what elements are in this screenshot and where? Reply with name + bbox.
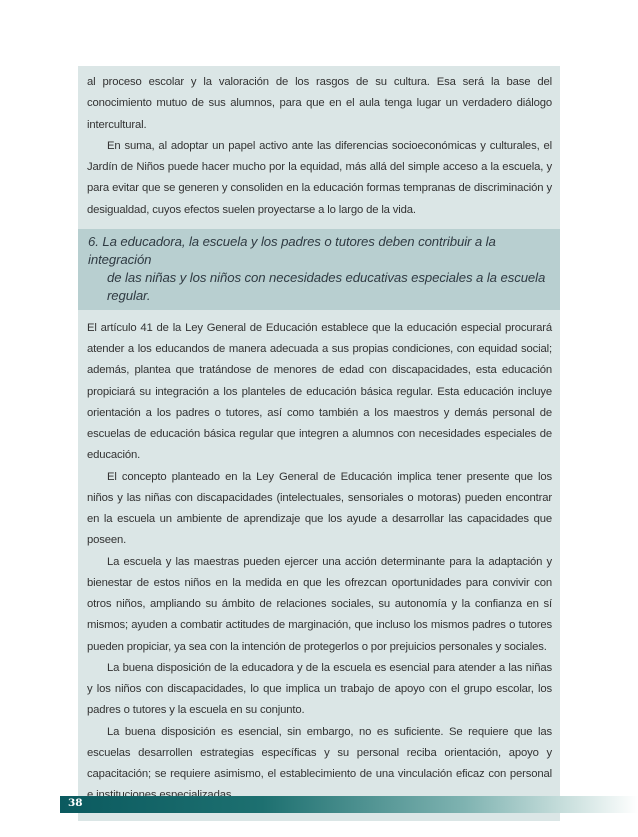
footer-bar xyxy=(60,796,638,813)
section-heading-line2: de las niñas y los niños con necesidades educativas especiales a la escuela regular. xyxy=(107,269,546,303)
section-heading-line1: 6. La educadora, la escuela y los padres o tutores deben contribuir a la integración xyxy=(88,233,496,267)
section-heading xyxy=(78,229,560,310)
paragraph: En suma, al adoptar un papel activo ante las diferencias socioeconómicas y culturales, el Jardín de Niños puede hacer mucho por la equidad, más allá del simple acceso a la escuela, y para evitar que se generen y consoliden en la educación formas tempranas de discriminación y desigualdad, cuyos efectos suelen proyectarse a lo largo de la vida. xyxy=(87,139,552,216)
page-number: 38 xyxy=(68,797,83,809)
section-body xyxy=(78,310,560,821)
paragraph: La buena disposición es esencial, sin embargo, no es suficiente. Se requiere que las escuelas desarrollen estrategias específicas y su personal reciba orientación, apoyo y capacitación; se requiere asimismo, el establecimiento de una vinculación eficaz con personal xyxy=(87,725,552,780)
paragraph: El concepto planteado en la Ley General de Educación implica tener presente que los niños y las niñas con discapacidades (intelectuales, sensoriales o motoras) pueden encontrar en la escuela un ambiente de aprendizaje que los ayude a desarrollar las capacidades que poseen. xyxy=(87,470,552,547)
intro-section xyxy=(78,66,560,229)
paragraph: El artículo 41 de la Ley General de Educación establece que la educación especial procurará atender a los educandos de manera adecuada a sus propias condiciones, con equidad social; además, plantea que tratándose de menores de edad con discapacidades, esta educación propiciará su integración a los planteles de educación básica regular. Esta educación incluye orientación a los padres o tutores, así como también a los maestros y demás personal de escuelas de educación básica regular que integren a alumnos con necesidades especiales de educación. xyxy=(87,321,552,462)
paragraph: La escuela y las maestras pueden ejercer una acción determinante para la adaptación y bienestar de estos niños en la medida en que les ofrezcan oportunidades para convivir con otros niños, ampliando su ámbito de relaciones sociales, su autonomía y la confianza en sí mismos; ayuden a combatir actitudes de marginación, que incluso los mismos padres o tutores pueden propiciar, ya sea con la intención de protegerlos o por prejuicios personales y sociales. xyxy=(87,555,552,653)
content-panel xyxy=(78,66,560,821)
paragraph: al proceso escolar y la valoración de los rasgos de su cultura. Esa será la base del conocimiento mutuo de sus alumnos, para que en el aula tenga lugar un verdadero diálogo intercultural. xyxy=(87,76,552,131)
paragraph: La buena disposición de la educadora y de la escuela es esencial para atender a las niñas y los niños con discapacidades, lo que implica un trabajo de apoyo con el grupo escolar, los padres o tutores y la escuela en su conjunto. xyxy=(87,661,552,717)
